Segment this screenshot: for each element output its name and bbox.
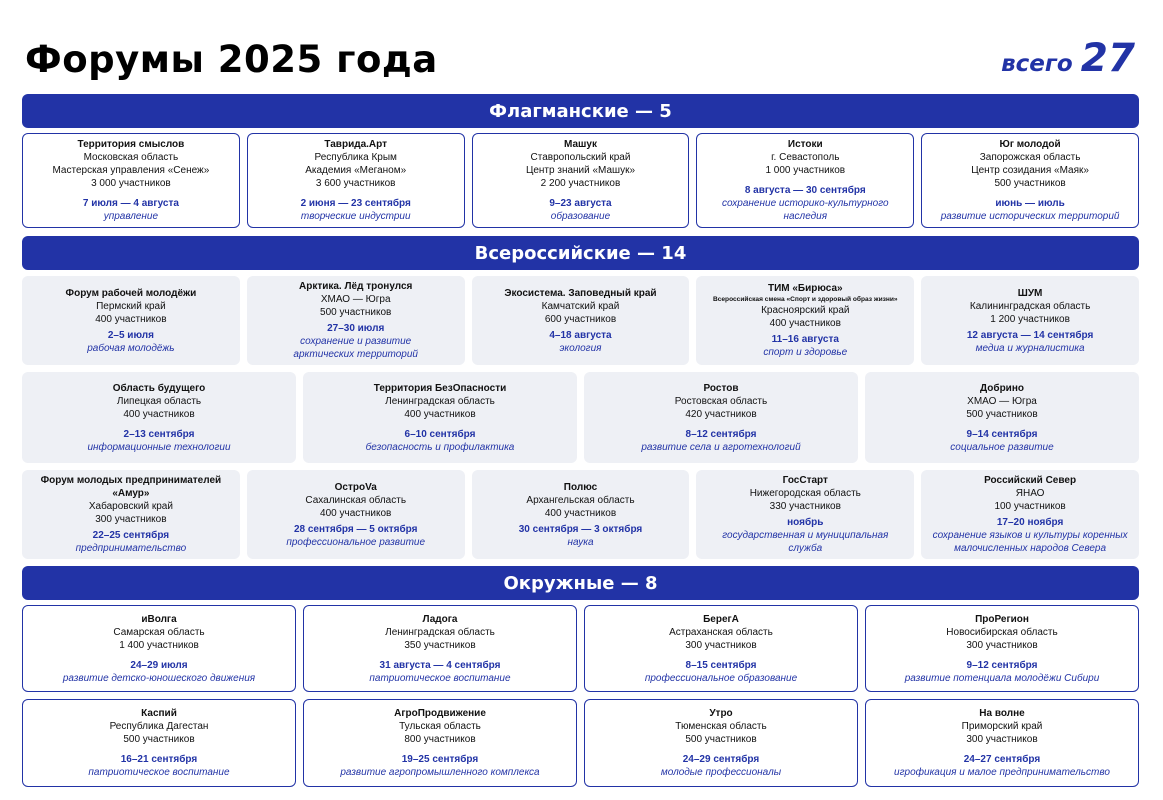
forum-card <box>921 133 1139 228</box>
forum-topic: арктических территорий <box>293 349 418 360</box>
forum-info-line: 400 участников <box>95 313 167 325</box>
forum-info-line: Ставропольский край <box>530 152 631 163</box>
forum-card <box>584 699 858 787</box>
forum-dates: 22–25 сентября <box>92 530 170 541</box>
forum-topic: творческие индустрии <box>300 211 411 222</box>
forum-info-line: Архангельская область <box>526 494 635 506</box>
forum-topic: профессиональное образование <box>644 672 798 684</box>
section-banner-district: Окружные — 8 <box>22 566 1139 600</box>
forum-topic: безопасность и профилактика <box>365 441 515 453</box>
forum-info-line: Красноярский край <box>761 305 850 316</box>
forum-topic: игрофикация и малое предпринимательство <box>894 767 1110 778</box>
forum-name: Ростов <box>703 382 739 394</box>
forum-info-line: ХМАО — Югра <box>320 294 391 305</box>
forum-info-line: ЯНАО <box>1015 488 1045 499</box>
forum-info-line: г. Севастополь <box>771 152 840 163</box>
forum-info-line: 420 участников <box>685 408 757 420</box>
forum-topic: наследия <box>783 211 828 222</box>
forum-card <box>247 470 465 559</box>
forum-subtitle: Всероссийская смена «Спорт и здоровый образ жизни» <box>712 296 898 303</box>
forum-topic: экология <box>559 342 602 354</box>
forum-info-line: 400 участников <box>769 318 841 329</box>
forum-info-line: 600 участников <box>544 313 617 325</box>
forum-info-line: Приморский край <box>961 721 1043 732</box>
forum-card <box>22 276 240 365</box>
forum-name: Таврида.Арт <box>324 139 387 150</box>
total-value: 27 <box>1080 36 1135 81</box>
forum-info-line: Калининградская область <box>969 300 1091 312</box>
forum-card <box>472 276 690 365</box>
forum-info-line: Ленинградская область <box>385 626 495 638</box>
forum-dates: 31 августа — 4 сентября <box>379 659 501 671</box>
forum-topic: предпринимательство <box>75 543 187 554</box>
forum-card <box>865 372 1139 463</box>
forum-info-line: 300 участников <box>966 734 1038 745</box>
forum-card <box>584 605 858 692</box>
forum-name: ТИМ «Бирюса» <box>767 283 843 294</box>
forum-info-line: 800 участников <box>404 734 476 745</box>
forum-dates: 8–12 сентября <box>685 428 757 440</box>
forum-dates: 2–5 июля <box>107 329 154 341</box>
forum-card <box>865 605 1139 692</box>
forum-topic: профессиональное развитие <box>286 536 426 548</box>
forum-card <box>247 276 465 365</box>
forum-name: Истоки <box>787 139 823 150</box>
forum-info-line: Республика Крым <box>314 152 397 163</box>
forum-topic: сохранение историко-культурного <box>721 198 889 209</box>
forum-info-line: Академия «Меганом» <box>305 165 407 176</box>
forum-card <box>921 276 1139 365</box>
page-title: Форумы 2025 года <box>25 38 438 81</box>
forum-info-line: 500 участников <box>966 408 1038 420</box>
forum-name: Территория БезОпасности <box>373 382 507 394</box>
forum-name: Российский Север <box>984 475 1077 486</box>
forum-info-line: 400 участников <box>320 507 392 519</box>
forum-name: Полюс <box>563 481 598 493</box>
forum-name: Каспий <box>141 708 177 719</box>
forum-topic: спорт и здоровье <box>763 347 848 358</box>
forum-info-line: Хабаровский край <box>88 501 173 512</box>
forum-topic: управление <box>103 211 159 222</box>
forum-info-line: 350 участников <box>404 639 476 651</box>
forum-dates: ноябрь <box>787 517 824 528</box>
forum-info-line: Мастерская управления «Сенеж» <box>52 165 210 176</box>
national-cards-row-3 <box>22 470 1139 559</box>
forum-name: Юг молодой <box>999 139 1061 150</box>
forum-dates: 8 августа — 30 сентября <box>744 185 866 196</box>
forum-card <box>247 133 465 228</box>
forum-name: Территория смыслов <box>77 139 185 150</box>
district-cards-row-1 <box>22 605 1139 692</box>
forum-topic: государственная и муниципальная <box>722 530 889 541</box>
forum-info-line: 1 400 участников <box>119 639 199 651</box>
forum-info-line: Центр знаний «Машук» <box>525 165 636 176</box>
forum-topic: малочисленных народов Севера <box>954 543 1107 554</box>
forum-topic: молодые профессионалы <box>660 767 782 778</box>
forum-name: иВолга <box>141 613 177 625</box>
forum-dates: 24–27 сентября <box>963 754 1041 765</box>
forum-info-line: 500 участников <box>685 734 757 745</box>
forum-info-line: 500 участников <box>123 734 195 745</box>
forum-info-line: Пермский край <box>96 300 166 312</box>
forum-info-line: 100 участников <box>994 501 1066 512</box>
forum-info-line: 400 участников <box>123 408 195 420</box>
forum-dates: 24–29 сентября <box>682 754 760 765</box>
forum-info-line: 1 000 участников <box>765 165 846 176</box>
forum-info-line: 2 200 участников <box>540 178 621 189</box>
national-cards-row-1 <box>22 276 1139 365</box>
forum-dates: 8–15 сентября <box>685 659 757 671</box>
forum-card <box>22 470 240 559</box>
forum-card <box>303 699 577 787</box>
forum-info-line: Тюменская область <box>675 721 767 732</box>
forum-dates: 9–23 августа <box>549 198 612 209</box>
section-banner-flagship: Флагманские — 5 <box>22 94 1139 128</box>
forum-card <box>696 276 914 365</box>
forum-name: ПроРегион <box>975 613 1029 625</box>
forum-name: Экосистема. Заповедный край <box>504 287 657 299</box>
forum-topic: информационные технологии <box>87 441 231 453</box>
forum-dates: 24–29 июля <box>130 659 188 671</box>
forum-info-line: Республика Дагестан <box>109 721 209 732</box>
forum-name: Область будущего <box>112 382 206 394</box>
forum-topic: сохранение и развитие <box>300 336 412 347</box>
total-count <box>1001 36 1135 81</box>
forum-dates: июнь — июль <box>995 198 1065 209</box>
forum-name: Добрино <box>980 382 1024 394</box>
forum-topic: рабочая молодёжь <box>87 342 175 354</box>
forum-info-line: Ленинградская область <box>385 395 495 407</box>
forum-name: Форум рабочей молодёжи <box>65 287 197 299</box>
forum-info-line: 300 участников <box>966 639 1038 651</box>
forum-topic: образование <box>550 211 611 222</box>
forum-topic: патриотическое воспитание <box>88 767 230 778</box>
forum-card <box>696 470 914 559</box>
district-cards-row-2 <box>22 699 1139 787</box>
forum-info-line: Липецкая область <box>116 395 202 407</box>
forum-dates: 19–25 сентября <box>401 754 479 765</box>
forum-name: Утро <box>709 708 733 719</box>
forum-name: Арктика. Лёд тронулся <box>298 281 413 292</box>
forum-card <box>472 470 690 559</box>
forum-info-line: Камчатский край <box>541 300 620 312</box>
forum-name: На волне <box>979 708 1025 719</box>
forum-topic: медиа и журналистика <box>975 342 1085 354</box>
forum-info-line: Астраханская область <box>669 626 773 638</box>
forum-info-line: Ростовская область <box>674 395 768 407</box>
forum-info-line: 500 участников <box>994 178 1066 189</box>
forum-info-line: Новосибирская область <box>946 626 1058 638</box>
forum-info-line: Запорожская область <box>979 152 1081 163</box>
forum-card <box>22 699 296 787</box>
forum-topic: развитие агропромышленного комплекса <box>340 767 540 778</box>
forum-name: ГосСтарт <box>782 475 828 486</box>
forum-dates: 30 сентября — 3 октября <box>518 523 643 535</box>
forum-card <box>921 470 1139 559</box>
section-banner-national: Всероссийские — 14 <box>22 236 1139 270</box>
forum-topic: наука <box>567 536 594 548</box>
forum-name: Форум молодых предпринимателей «Амур» <box>40 475 222 499</box>
forum-info-line: 400 участников <box>544 507 617 519</box>
flagship-cards-row <box>22 133 1139 228</box>
forum-card <box>22 605 296 692</box>
forum-name: Машук <box>564 139 597 150</box>
forum-card <box>22 133 240 228</box>
forum-topic: социальное развитие <box>950 441 1054 453</box>
forum-card <box>584 372 858 463</box>
forum-topic: служба <box>788 543 823 554</box>
forum-dates: 7 июля — 4 августа <box>82 198 179 209</box>
forum-name: Ладога <box>422 613 458 625</box>
forum-dates: 11–16 августа <box>771 334 839 345</box>
forum-card <box>696 133 914 228</box>
forum-info-line: 300 участников <box>95 514 167 525</box>
forum-info-line: Нижегородская область <box>749 488 861 499</box>
forum-info-line: Московская область <box>83 152 179 163</box>
forum-dates: 28 сентября — 5 октября <box>293 523 418 535</box>
forum-card <box>472 133 690 228</box>
forum-dates: 6–10 сентября <box>404 428 476 440</box>
forum-topic: развитие детско-юношеского движения <box>62 672 256 684</box>
forum-dates: 17–20 ноября <box>996 517 1064 528</box>
forum-dates: 9–12 сентября <box>966 659 1038 671</box>
forum-info-line: Тульская область <box>399 721 481 732</box>
forum-info-line: ХМАО — Югра <box>967 395 1037 407</box>
forum-dates: 12 августа — 14 сентября <box>966 329 1094 341</box>
forum-name: АгроПродвижение <box>394 708 486 719</box>
forum-topic: сохранение языков и культуры коренных <box>932 530 1128 541</box>
forum-info-line: Сахалинская область <box>305 494 407 506</box>
forum-dates: 16–21 сентября <box>120 754 198 765</box>
forum-dates: 27–30 июля <box>327 323 385 334</box>
forum-info-line: 300 участников <box>685 639 757 651</box>
forum-card <box>22 372 296 463</box>
forum-info-line: Центр созидания «Маяк» <box>971 165 1089 176</box>
forum-info-line: 400 участников <box>404 408 476 420</box>
forum-topic: развитие села и агротехнологий <box>641 441 801 453</box>
forum-info-line: Самарская область <box>113 626 205 638</box>
forum-info-line: 1 200 участников <box>990 313 1070 325</box>
forum-info-line: 330 участников <box>769 501 841 512</box>
forum-dates: 2–13 сентября <box>123 428 195 440</box>
forum-dates: 9–14 сентября <box>966 428 1038 440</box>
forum-info-line: 3 600 участников <box>315 178 396 189</box>
forum-card <box>303 605 577 692</box>
forum-name: БерегА <box>703 613 739 625</box>
forum-card <box>865 699 1139 787</box>
forum-dates: 2 июня — 23 сентября <box>300 198 411 209</box>
forum-card <box>303 372 577 463</box>
forum-dates: 4–18 августа <box>549 329 612 341</box>
forum-topic: развитие исторических территорий <box>940 211 1120 222</box>
forum-name: ОстроVa <box>334 481 377 493</box>
total-label: всего <box>1001 51 1073 77</box>
forum-info-line: 500 участников <box>320 307 392 318</box>
forum-info-line: 3 000 участников <box>91 178 171 189</box>
forum-name: ШУМ <box>1017 287 1043 299</box>
forum-topic: патриотическое воспитание <box>369 672 511 684</box>
forum-topic: развитие потенциала молодёжи Сибири <box>904 672 1100 684</box>
national-cards-row-2 <box>22 372 1139 463</box>
